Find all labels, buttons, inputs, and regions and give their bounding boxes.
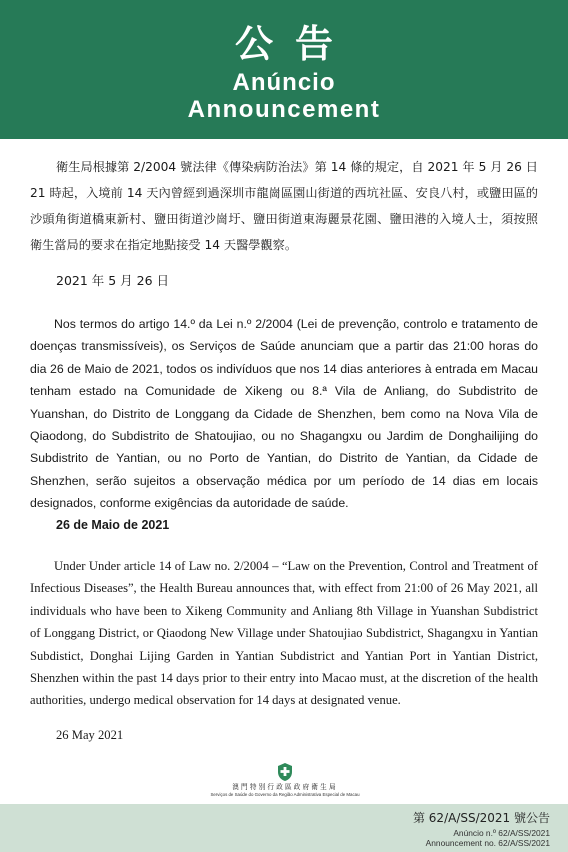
health-bureau-emblem-icon [276, 762, 294, 782]
reference-number-portuguese: Anúncio n.º 62/A/SS/2021 [453, 828, 550, 838]
title-portuguese: Anúncio [232, 69, 336, 96]
announcement-footer [0, 804, 568, 852]
title-english: Announcement [187, 96, 381, 123]
reference-number-chinese: 第 62/A/SS/2021 號公告 [412, 811, 550, 825]
reference-number-english: Announcement no. 62/A/SS/2021 [425, 838, 550, 848]
portuguese-paragraph: Nos termos do artigo 14.º da Lei n.º 2/2004 (Lei de prevenção, controlo e tratamento de doenças transmissíveis), os Serviços de Saúde anunciam que a partir das 21:00 horas do dia 26 de Maio de 2021, todos os indivíduos que nos 14 dias anteriores à entrada em Macau tenham estado na Comunidade de Xikeng ou 8.ª Vila de Anliang, do Subdistrito de Yuanshan, do Distrito de Longgang da Cidade de Shenzhen, bem como na Nova Vila de Qiaodong, do Subdistrito de Shatoujiao, ou no Shagangxu ou Jardim de Donghailijing do Subdistrito de Yantian, ou no Porto de Yantian, do Distrito de Yantian, da Cidade de Shenzhen, serão sujeitos a observação médica por um período de 14 dias em locais designados, conforme exigências da autoridade de saúde. [30, 317, 538, 511]
announcement-header [0, 0, 568, 139]
logo-name-chinese: 澳門特別行政區政府衛生局 [232, 783, 338, 791]
chinese-paragraph: 衛生局根據第 2/2004 號法律《傳染病防治法》第 14 條的規定，自 2021 年 5 月 26 日 21 時起，入境前 14 天內曾經到過深圳市龍崗區園山街道的西坑社區、安良八村，或鹽田區的沙頭角街道橋東新村、鹽田街道沙崗圩、鹽田街道東海麗景花園、鹽田港的入境人士，須按照衛生當局的要求在指定地點接受 14 天醫學觀察。 [30, 160, 538, 252]
title-chinese: 公告 [234, 22, 355, 66]
logo-name-portuguese: Serviços de Saúde do Governo da Região Administrativa Especial de Macau [210, 792, 360, 797]
portuguese-date: 26 de Maio de 2021 [56, 518, 170, 532]
english-paragraph: Under Under article 14 of Law no. 2/2004 – “Law on the Prevention, Control and Treatment of Infectious Diseases”, the Health Bureau announces that, with effect from 21:00 of 26 May 2021, all individuals who have been to Xikeng Community and Anliang 8th Village in Yuanshan Subdistrict of Longgang District, or Qiaodong New Village under Shatoujiao Subdistrict, Shagangxu in Yantian Subdistict, Donghai Lijing Garden in Yantian Subdistrict and Yantian Port in Yantian District, Shenzhen within the past 14 days prior to their entry into Macao must, at the discretion of the health authorities, undergo medical observation for 14 days at designated venue. [30, 559, 538, 708]
english-date: 26 May 2021 [56, 728, 124, 742]
chinese-date: 2021 年 5 月 26 日 [56, 273, 170, 288]
health-bureau-logo [210, 762, 360, 800]
